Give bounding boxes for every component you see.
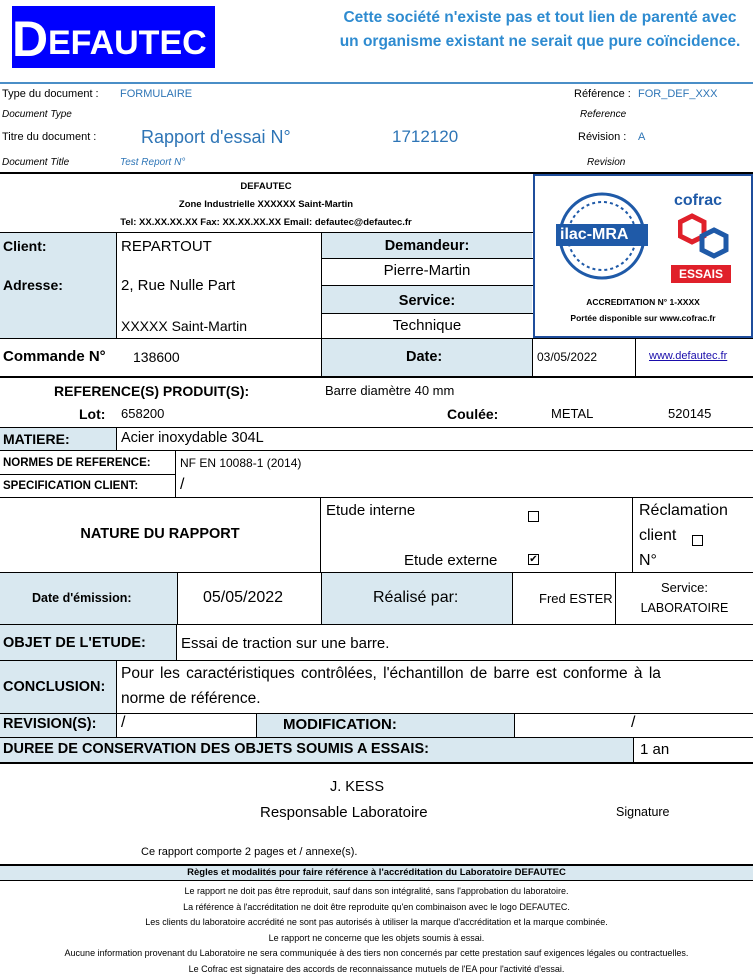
ilac-logo <box>556 190 648 282</box>
emission-value: 05/05/2022 <box>203 589 284 606</box>
conclusion-line2: norme de référence. <box>121 690 261 707</box>
lot-label: Lot: <box>79 406 106 422</box>
doc-type-label-en: Document Type <box>2 109 72 120</box>
service-value: Technique <box>392 317 462 334</box>
reference-value: FOR_DEF_XXX <box>638 88 718 100</box>
doc-title-label: Titre du document : <box>2 131 97 143</box>
doc-title-label-en: Document Title <box>2 157 70 168</box>
emission-service-label: Service: <box>661 580 708 595</box>
lot-value: 658200 <box>121 406 165 421</box>
address-line1: 2, Rue Nulle Part <box>121 277 236 294</box>
conclusion-label: CONCLUSION: <box>3 679 106 695</box>
signature-label: Signature <box>616 805 670 819</box>
order-value: 138600 <box>133 349 180 365</box>
address-line2: XXXXX Saint-Martin <box>121 318 248 334</box>
external-checkbox[interactable]: ✔ <box>529 554 538 565</box>
disclaimer: Cette société n'existe pas et tout lien de parenté avec un organisme existant ne serait que pure coïncidence. <box>339 9 741 50</box>
signatory-name: J. KESS <box>330 779 384 795</box>
client-label: Client: <box>3 238 47 254</box>
rule-line: Le rapport ne concerne que les objets soumis à essai. <box>268 932 485 943</box>
spec-label: SPECIFICATION CLIENT: <box>3 480 139 492</box>
address-label: Adresse: <box>3 277 63 293</box>
product-ref-label: REFERENCE(S) PRODUIT(S): <box>54 383 250 399</box>
order-label: Commande N° <box>3 348 106 365</box>
coulee-label: Coulée: <box>447 406 499 422</box>
coulee-value: METAL <box>551 406 594 421</box>
order-date-value: 03/05/2022 <box>537 350 598 364</box>
done-by-label: Réalisé par: <box>373 589 459 606</box>
modification-label: MODIFICATION: <box>283 716 397 733</box>
done-by-value: Fred ESTER <box>539 591 613 606</box>
internal-checkbox[interactable] <box>528 511 539 522</box>
logo-initial: D <box>12 11 49 67</box>
website-link[interactable]: www.defautec.fr <box>649 350 728 362</box>
claim-line2: client <box>639 527 677 544</box>
rules-title: Règles et modalités pour faire référence à l'accréditation du Laboratoire DEFAUTEC <box>187 867 566 878</box>
nature-internal-label: Etude interne <box>326 502 416 519</box>
requester-value: Pierre-Martin <box>383 262 471 279</box>
rule-line: Aucune information provenant du Laboratoire ne sera communiquée à des tiers non concernés par cette prestation sauf exigences légales ou contractuelles. <box>64 948 689 958</box>
doc-title-value-en: Test Report N° <box>120 157 186 168</box>
revision-value: A <box>638 131 646 143</box>
conclusion-line1: Pour les caractéristiques contrôlées, l'échantillon de barre est conforme à la <box>121 665 661 682</box>
retention-label: DUREE DE CONSERVATION DES OBJETS SOUMIS A ESSAIS: <box>3 741 429 757</box>
norms-value: NF EN 10088-1 (2014) <box>180 456 302 470</box>
client-value: REPARTOUT <box>121 238 212 255</box>
requester-label: Demandeur: <box>384 238 470 254</box>
reference-label-en: Reference <box>580 109 627 120</box>
doc-type-label: Type du document : <box>2 88 99 100</box>
accreditation-number: ACCREDITATION N° 1-XXXX <box>586 297 700 307</box>
rule-line: Les clients du laboratoire accrédité ne sont pas autorisés à utiliser la marque d'accréditation et la marque combinée. <box>145 917 608 927</box>
claim-checkbox[interactable] <box>692 535 703 546</box>
emission-service-value: LABORATOIRE <box>640 601 729 615</box>
norms-label: NORMES DE REFERENCE: <box>3 457 151 469</box>
claim-line1: Réclamation <box>639 502 728 519</box>
logo-rest: EFAUTEC <box>48 24 207 62</box>
rule-line: Le Cofrac est signataire des accords de reconnaissance mutuels de l'EA pour l'activité d'essai. <box>188 963 565 974</box>
rule-line: Le rapport ne doit pas être reproduit, sauf dans son intégralité, sans l'approbation du laboratoire. <box>184 886 569 896</box>
revision-value-row: / <box>121 714 126 731</box>
doc-title-value: Rapport d'essai N° <box>141 127 291 147</box>
cofrac-text: cofrac <box>674 192 723 209</box>
revision-label-row: REVISION(S): <box>3 716 97 732</box>
company-contact: Tel: XX.XX.XX.XX Fax: XX.XX.XX.XX Email: defautec@defautec.fr <box>120 217 412 228</box>
claim-line3: N° <box>639 552 657 569</box>
company-logo <box>12 6 215 68</box>
revision-label: Révision : <box>578 131 627 143</box>
company-address: Zone Industrielle XXXXXX Saint-Martin <box>178 199 354 210</box>
nature-label: NATURE DU RAPPORT <box>80 526 240 542</box>
company-block <box>0 178 532 232</box>
order-date-label: Date: <box>406 349 443 365</box>
objective-label: OBJET DE L'ETUDE: <box>3 635 146 651</box>
objective-value: Essai de traction sur une barre. <box>181 635 390 652</box>
material-value: Acier inoxydable 304L <box>121 430 264 446</box>
company-name: DEFAUTEC <box>240 181 292 192</box>
cofrac-logo <box>678 212 730 262</box>
ilac-text: ilac-MRA <box>560 226 629 243</box>
service-label: Service: <box>398 293 456 309</box>
rules-lines <box>0 884 753 977</box>
retention-value: 1 an <box>640 741 670 758</box>
coulee-number: 520145 <box>668 406 712 421</box>
reference-label: Référence : <box>574 88 631 100</box>
emission-label: Date d'émission: <box>32 591 132 605</box>
accreditation-scope: Portée disponible sur www.cofrac.fr <box>570 313 716 323</box>
pages-note: Ce rapport comporte 2 pages et / annexe(s). <box>141 846 358 858</box>
material-label: MATIERE: <box>3 431 70 447</box>
modification-value: / <box>631 714 636 731</box>
rule-line: La référence à l'accréditation ne doit être reproduite qu'en combinaison avec le logo DEFAUTEC. <box>183 901 570 912</box>
doc-type-value: FORMULAIRE <box>120 88 193 100</box>
essais-badge: ESSAIS <box>671 265 731 283</box>
signatory-role: Responsable Laboratoire <box>260 804 428 821</box>
spec-value: / <box>180 476 185 493</box>
nature-external-label: Etude externe <box>404 552 498 569</box>
revision-label-en: Revision <box>587 157 626 168</box>
product-ref-value: Barre diamètre 40 mm <box>325 383 455 398</box>
doc-title-number: 1712120 <box>392 127 459 146</box>
